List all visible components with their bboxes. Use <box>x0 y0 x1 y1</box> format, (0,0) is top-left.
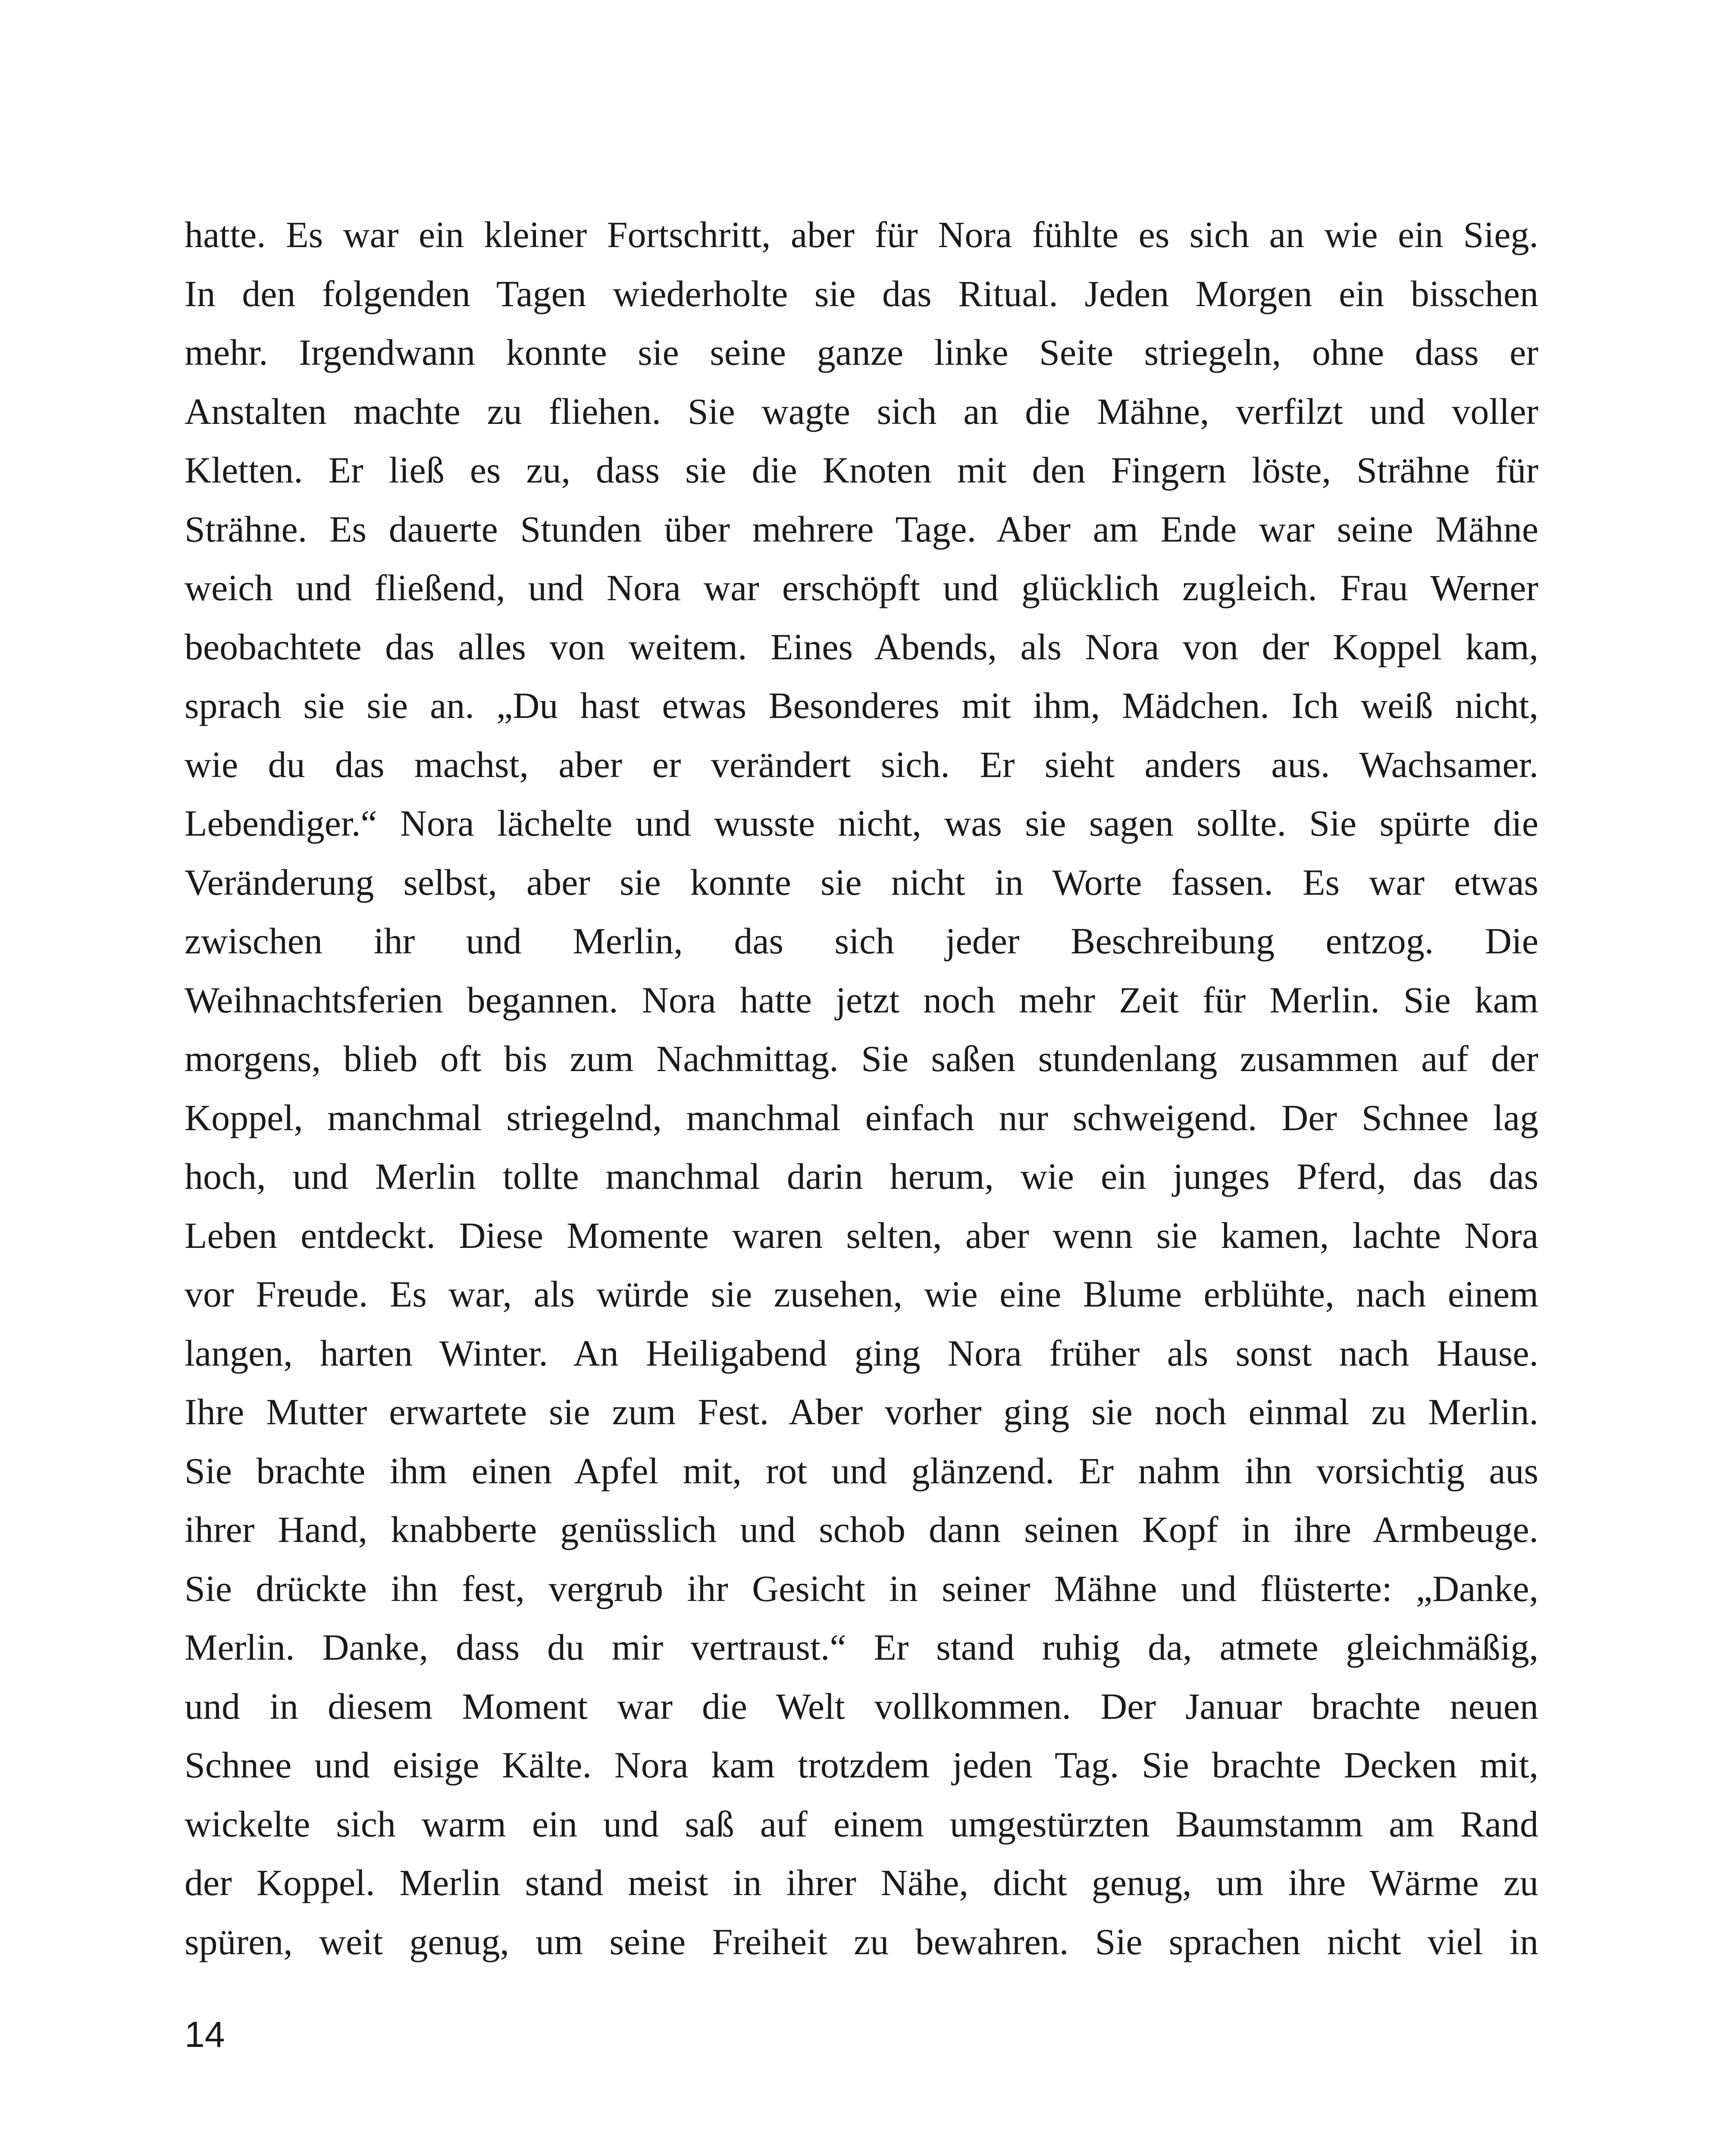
text-line: Weihnachtsferien begannen. Nora hatte jetzt noch mehr Zeit für Merlin. Sie kam <box>185 979 1538 1021</box>
text-line: Merlin. Danke, dass du mir vertraust.“ Er stand ruhig da, atmete gleichmäßig, <box>185 1626 1538 1668</box>
text-line: weich und fließend, und Nora war erschöpft und glücklich zugleich. Frau Werner <box>185 567 1538 608</box>
text-line: langen, harten Winter. An Heiligabend ging Nora früher als sonst nach Hause. <box>185 1332 1538 1374</box>
text-line: ihrer Hand, knabberte genüsslich und schob dann seinen Kopf in ihre Armbeuge. <box>185 1509 1538 1550</box>
text-line: Veränderung selbst, aber sie konnte sie nicht in Worte fassen. Es war etwas <box>185 861 1538 903</box>
text-line: Lebendiger.“ Nora lächelte und wusste nicht, was sie sagen sollte. Sie spürte die <box>185 802 1538 844</box>
text-line: und in diesem Moment war die Welt vollkommen. Der Januar brachte neuen <box>185 1685 1538 1727</box>
text-line: wie du das machst, aber er verändert sich. Er sieht anders aus. Wachsamer. <box>185 743 1538 785</box>
text-line: hoch, und Merlin tollte manchmal darin herum, wie ein junges Pferd, das das <box>185 1156 1538 1197</box>
text-line: beobachtete das alles von weitem. Eines Abends, als Nora von der Koppel kam, <box>185 626 1538 667</box>
text-line: Koppel, manchmal striegelnd, manchmal einfach nur schweigend. Der Schnee lag <box>185 1097 1538 1138</box>
text-line: vor Freude. Es war, als würde sie zusehen, wie eine Blume erblühte, nach einem <box>185 1273 1538 1315</box>
text-line: Leben entdeckt. Diese Momente waren selten, aber wenn sie kamen, lachte Nora <box>185 1214 1538 1256</box>
text-line: Sie brachte ihm einen Apfel mit, rot und glänzend. Er nahm ihn vorsichtig aus <box>185 1450 1538 1492</box>
text-line: hatte. Es war ein kleiner Fortschritt, aber für Nora fühlte es sich an wie ein Sieg. <box>185 214 1538 255</box>
text-line: der Koppel. Merlin stand meist in ihrer Nähe, dicht genug, um ihre Wärme zu <box>185 1862 1538 1903</box>
text-line: morgens, blieb oft bis zum Nachmittag. Sie saßen stundenlang zusammen auf der <box>185 1038 1538 1079</box>
text-line: mehr. Irgendwann konnte sie seine ganze linke Seite striegeln, ohne dass er <box>185 332 1538 373</box>
text-line: Sie drückte ihn fest, vergrub ihr Gesicht in seiner Mähne und flüsterte: „Danke, <box>185 1567 1538 1609</box>
text-line: Kletten. Er ließ es zu, dass sie die Knoten mit den Fingern löste, Strähne für <box>185 449 1538 491</box>
text-line: wickelte sich warm ein und saß auf einem umgestürzten Baumstamm am Rand <box>185 1803 1538 1845</box>
text-line: Strähne. Es dauerte Stunden über mehrere Tage. Aber am Ende war seine Mähne <box>185 508 1538 550</box>
text-line: spüren, weit genug, um seine Freiheit zu bewahren. Sie sprachen nicht viel in <box>185 1921 1538 1962</box>
body-text <box>185 205 1538 1971</box>
text-line: zwischen ihr und Merlin, das sich jeder Beschreibung entzog. Die <box>185 920 1538 962</box>
text-line: In den folgenden Tagen wiederholte sie das Ritual. Jeden Morgen ein bisschen <box>185 273 1538 314</box>
page-number: 14 <box>185 2014 225 2055</box>
text-line: Anstalten machte zu fliehen. Sie wagte sich an die Mähne, verfilzt und voller <box>185 390 1538 432</box>
text-line: Ihre Mutter erwartete sie zum Fest. Aber vorher ging sie noch einmal zu Merlin. <box>185 1391 1538 1432</box>
text-line: Schnee und eisige Kälte. Nora kam trotzdem jeden Tag. Sie brachte Decken mit, <box>185 1744 1538 1786</box>
text-line: sprach sie sie an. „Du hast etwas Besonderes mit ihm, Mädchen. Ich weiß nicht, <box>185 685 1538 726</box>
